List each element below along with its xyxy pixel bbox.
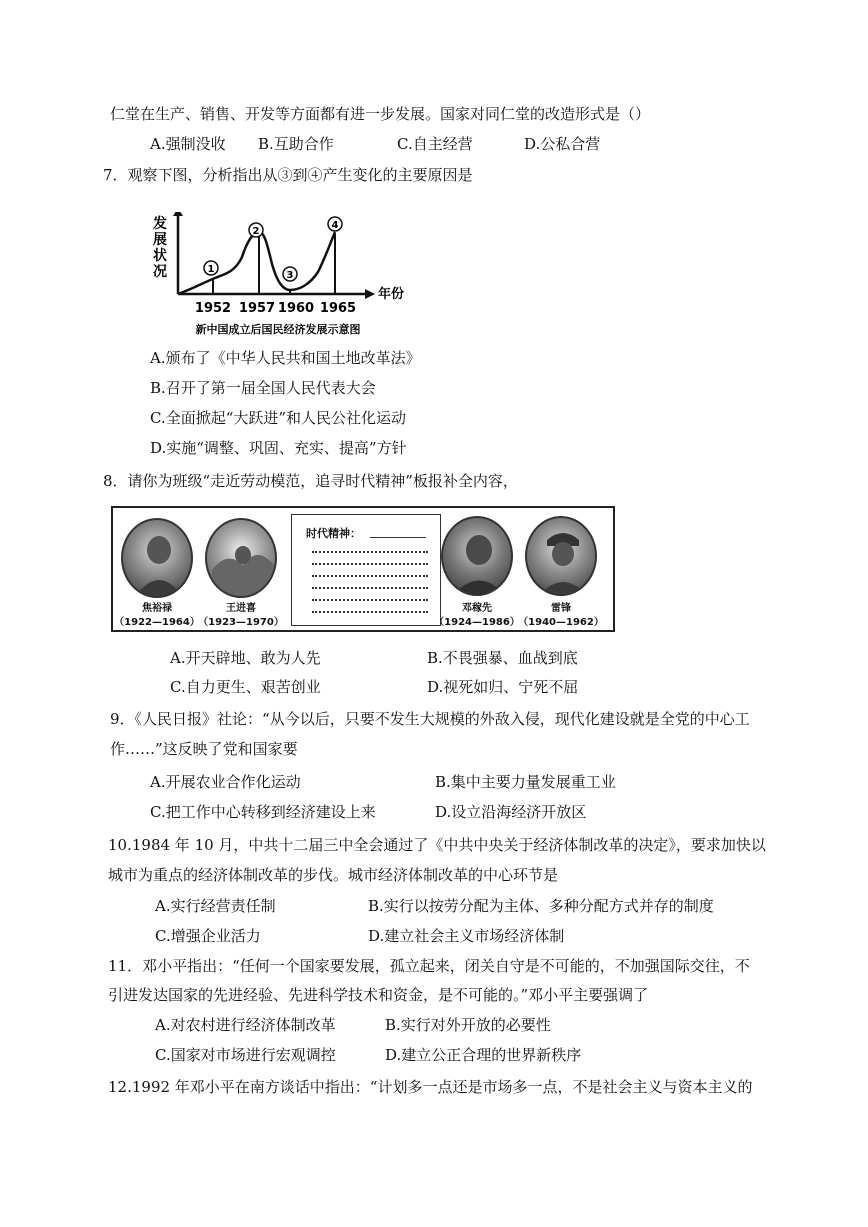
q6-option-c[interactable]: C.自主经营: [397, 135, 473, 153]
q7-option-b[interactable]: B.召开了第一届全国人民代表大会: [150, 379, 376, 397]
q9-option-b[interactable]: B.集中主要力量发展重工业: [435, 773, 616, 791]
q9-stem-line-2: 作……”这反映了党和国家要: [110, 740, 298, 758]
q8-stem: 8．请你为班级“走近劳动模范，追寻时代精神”板报补全内容，: [103, 472, 518, 490]
person-name: 王进喜: [226, 603, 256, 614]
marker-2-label: 2: [252, 226, 260, 237]
q10-option-d[interactable]: D.建立社会主义市场经济体制: [368, 927, 565, 945]
y-label-char: 展: [153, 232, 167, 248]
q10-option-b[interactable]: B.实行以按劳分配为主体、多种分配方式并存的制度: [368, 897, 714, 915]
spirit-writing-box: [291, 514, 441, 626]
y-label-char: 状: [153, 248, 167, 264]
q11-stem-line-1: 11．邓小平指出：“任何一个国家要发展，孤立起来，闭关自守是不可能的，不加强国际交往，不: [108, 957, 750, 975]
portrait-deng-jiaxian: [441, 516, 513, 596]
q9-option-d[interactable]: D.设立沿海经济开放区: [435, 803, 587, 821]
marker-3-label: 3: [286, 270, 294, 281]
q7-option-c[interactable]: C.全面掀起“大跃进”和人民公社化运动: [150, 409, 407, 427]
person-years: （1923—1970）: [198, 617, 284, 628]
portrait-wang-jinxi: [205, 518, 277, 598]
person-years: （1922—1964）: [114, 617, 200, 628]
q7-option-a[interactable]: A.颁布了《中华人民共和国土地改革法》: [150, 349, 421, 367]
q11-option-a[interactable]: A.对农村进行经济体制改革: [155, 1016, 336, 1034]
q9-stem-line-1: 9．《人民日报》社论：“从今以后，只要不发生大规模的外敌入侵，现代化建设就是全党的中心工: [110, 710, 750, 728]
q12-stem: 12.1992 年邓小平在南方谈话中指出：“计划多一点还是市场多一点，不是社会主义与资本主义的: [108, 1078, 753, 1096]
title-underline: [370, 537, 426, 538]
q10-option-c[interactable]: C.增强企业活力: [155, 927, 261, 945]
dotted-line: [312, 575, 428, 577]
year-label: 1952: [194, 301, 232, 316]
dotted-line: [312, 599, 428, 601]
person-name: 雷锋: [551, 603, 571, 614]
portrait-jiao-yulu: [121, 518, 193, 598]
q11-option-c[interactable]: C.国家对市场进行宏观调控: [155, 1046, 336, 1064]
marker-4-label: 4: [331, 220, 339, 231]
y-axis-arrow: [173, 212, 183, 216]
q7-stem: 7．观察下图，分析指出从③到④产生变化的主要原因是: [103, 166, 473, 184]
dotted-line: [312, 611, 428, 613]
blackboard-panel: [111, 506, 615, 632]
economy-chart: [150, 212, 420, 340]
person-name: 邓稼先: [462, 603, 492, 614]
q8-option-d[interactable]: D.视死如归、宁死不屈: [427, 678, 579, 696]
y-label-char: 况: [153, 264, 167, 280]
portrait-lei-feng: [525, 516, 597, 596]
year-label: 1957: [238, 301, 276, 316]
spirit-title: 时代精神：: [306, 527, 361, 540]
dotted-line: [312, 563, 428, 565]
q6-option-d[interactable]: D.公私合营: [524, 135, 601, 153]
q10-stem-line-1: 10.1984 年 10 月，中共十二届三中全会通过了《中共中央关于经济体制改革的决定》，要求加快以: [108, 836, 766, 854]
q7-option-d[interactable]: D.实施“调整、巩固、充实、提高”方针: [150, 439, 407, 457]
q9-option-c[interactable]: C.把工作中心转移到经济建设上来: [150, 803, 376, 821]
year-label: 1960: [277, 301, 315, 316]
x-axis-arrow: [365, 289, 375, 299]
q8-option-a[interactable]: A.开天辟地、敢为人先: [170, 649, 321, 667]
dotted-line: [312, 587, 428, 589]
q11-option-b[interactable]: B.实行对外开放的必要性: [385, 1016, 551, 1034]
chart-caption: 新中国成立后国民经济发展示意图: [195, 323, 361, 336]
q11-option-d[interactable]: D.建立公正合理的世界新秩序: [385, 1046, 582, 1064]
q10-stem-line-2: 城市为重点的经济体制改革的步伐。城市经济体制改革的中心环节是: [108, 866, 559, 884]
q9-option-a[interactable]: A.开展农业合作化运动: [150, 773, 301, 791]
year-label: 1965: [319, 301, 357, 316]
dotted-line: [312, 551, 428, 553]
x-axis-label: 年份: [378, 287, 405, 302]
q6-stem-line: 仁堂在生产、销售、开发等方面都有进一步发展。国家对同仁堂的改造形式是（）: [110, 105, 651, 123]
q10-option-a[interactable]: A.实行经营责任制: [155, 897, 276, 915]
q6-option-b[interactable]: B.互助合作: [258, 135, 334, 153]
q11-stem-line-2: 引进发达国家的先进经验、先进科学技术和资金，是不可能的。”邓小平主要强调了: [108, 986, 649, 1004]
q8-option-c[interactable]: C.自力更生、艰苦创业: [170, 678, 321, 696]
y-label-char: 发: [153, 216, 167, 232]
development-curve: [178, 232, 335, 294]
q8-option-b[interactable]: B.不畏强暴、血战到底: [427, 649, 578, 667]
marker-1-label: 1: [207, 264, 215, 275]
person-years: （1940—1962）: [518, 617, 604, 628]
person-years: （1924—1986）: [434, 617, 520, 628]
person-name: 焦裕禄: [142, 603, 172, 614]
q6-option-a[interactable]: A.强制没收: [150, 135, 226, 153]
